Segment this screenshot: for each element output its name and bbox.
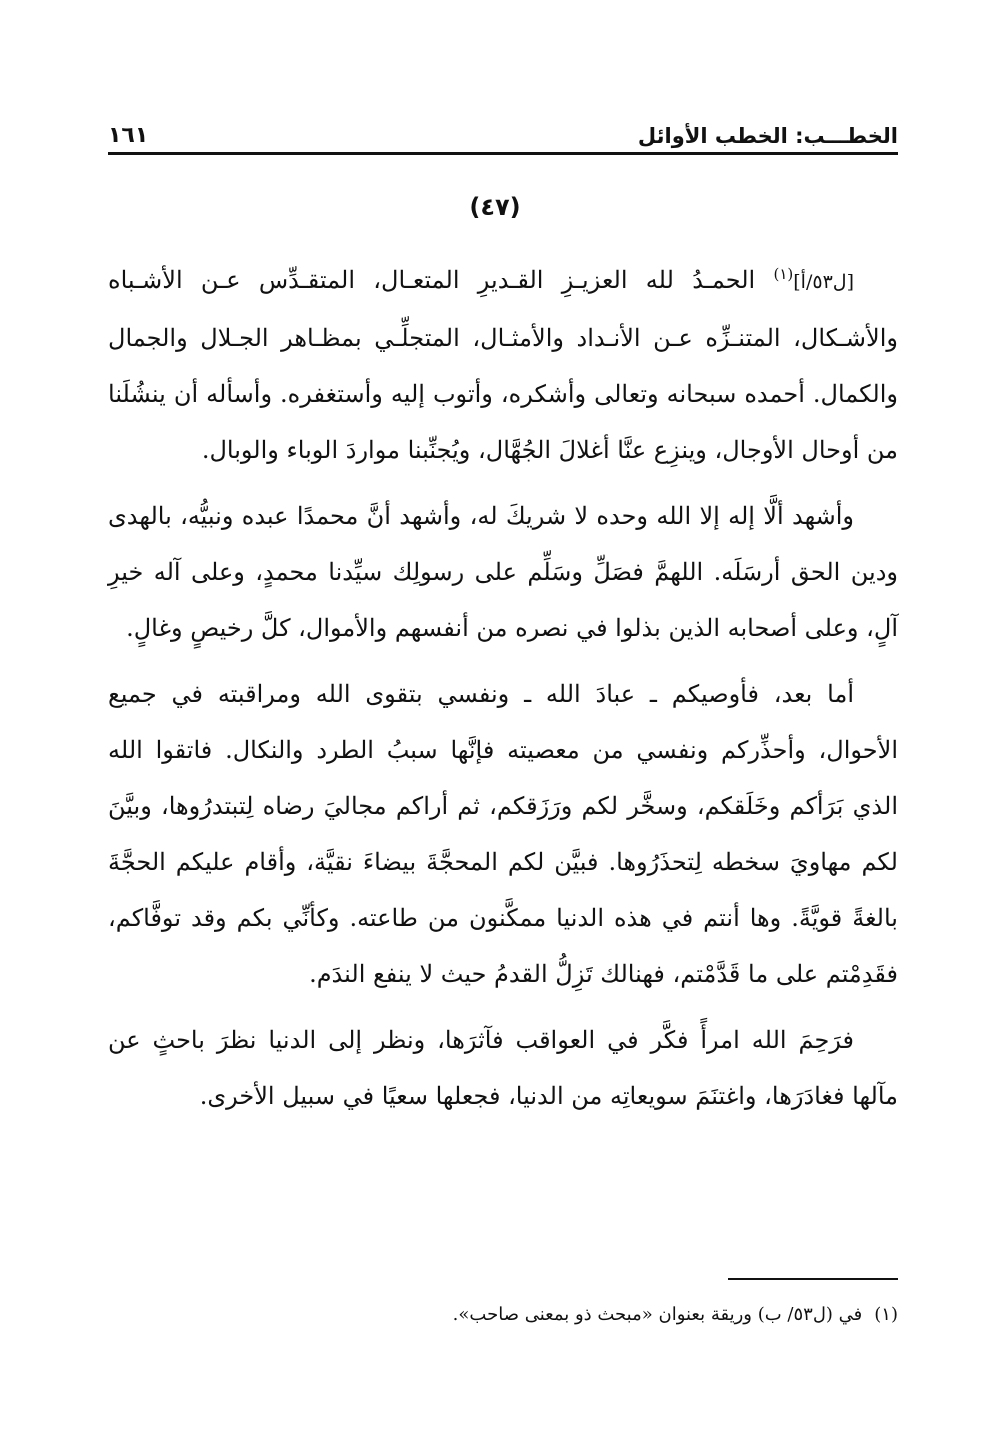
paragraph-closing: فرَحِمَ الله امرأً فكَّر في العواقب فآثرَها، ونظر إلى الدنيا نظرَ باحثٍ عن مآلها فغادَرَها، واغتنَمَ سويعاتِه من الدنيا، فجعلها سعيًا في سبيل الأخرى. <box>108 1026 898 1110</box>
paragraph-exhortation: أما بعد، فأوصيكم ـ عبادَ الله ـ ونفسي بتقوى الله ومراقبته في جميع الأحوال، وأحذِّركم ونفسي من معصيته فإنَّها سببُ الطرد والنكال. فاتقوا الله الذي بَرَأكم وخَلَقكم، وسخَّر لكم ورَزَقكم، ثم أراكم مجاليَ رضاه لِتبتدرُوها، وبيَّنَ لكم مهاويَ سخطه لِتحذَرُوها. فبيَّن لكم المحجَّةَ بيضاءَ نقيَّة، وأقام عليكم الحجَّةَ بالغةً قويَّةً. وها أنتم في هذه الدنيا ممكَّنون من طاعته. وكأنِّي بكم وقد توفَّاكم، فقَدِمْتم على ما قَدَّمْتم، فهنالك تَزِلُّ القدمُ حيث لا ينفع الندَم. <box>108 680 899 988</box>
sermon-body <box>108 252 898 1134</box>
paragraph-opening <box>108 252 898 478</box>
footnote-number: (١) <box>874 1304 898 1325</box>
paragraph-text: الحمـدُ لله العزيـزِ القـديرِ المتعـال، المتقـدِّس عـن الأشـباه والأشـكال، المتنـزِّه عـن الأنـداد والأمثـال، المتجلِّـي بمظـاهر الجـلال والجمال والكمال. أحمده سبحانه وتعالى وأشكره، وأتوب إليه وأستغفره. وأسأله أن ينشُلَنا من أوحال الأوجال، وينزِع عنَّا أغلالَ الجُهَّال، ويُجنِّبنا مواردَ الوباء والوبال. <box>108 266 898 464</box>
page-number: ١٦١ <box>108 123 149 148</box>
footnote-marker: (١) <box>773 265 794 283</box>
running-title: الخطـــب: الخطب الأوائل <box>637 124 898 148</box>
footnote-divider <box>728 1278 898 1280</box>
footnote-text: في (ل٥٣/ ب) وريقة بعنوان «مبحث ذو بمعنى صاحب». <box>452 1304 863 1325</box>
footnote <box>108 1300 898 1330</box>
paragraph-testimony: وأشهد ألَّا إله إلا الله وحده لا شريكَ له، وأشهد أنَّ محمدًا عبده ونبيُّه، بالهدى ودين الحق أرسَلَه. اللهمَّ فصَلِّ وسَلِّم على رسولِك سيِّدنا محمدٍ، وعلى آله خيرِ آلٍ، وعلى أصحابه الذين بذلوا في نصره من أنفسهم والأموال، كلَّ رخيصٍ وغالٍ. <box>108 502 898 642</box>
page-header <box>108 112 898 155</box>
sermon-number: (٤٧) <box>469 193 521 221</box>
manuscript-reference: [ل٥٣/أ] <box>793 271 854 293</box>
